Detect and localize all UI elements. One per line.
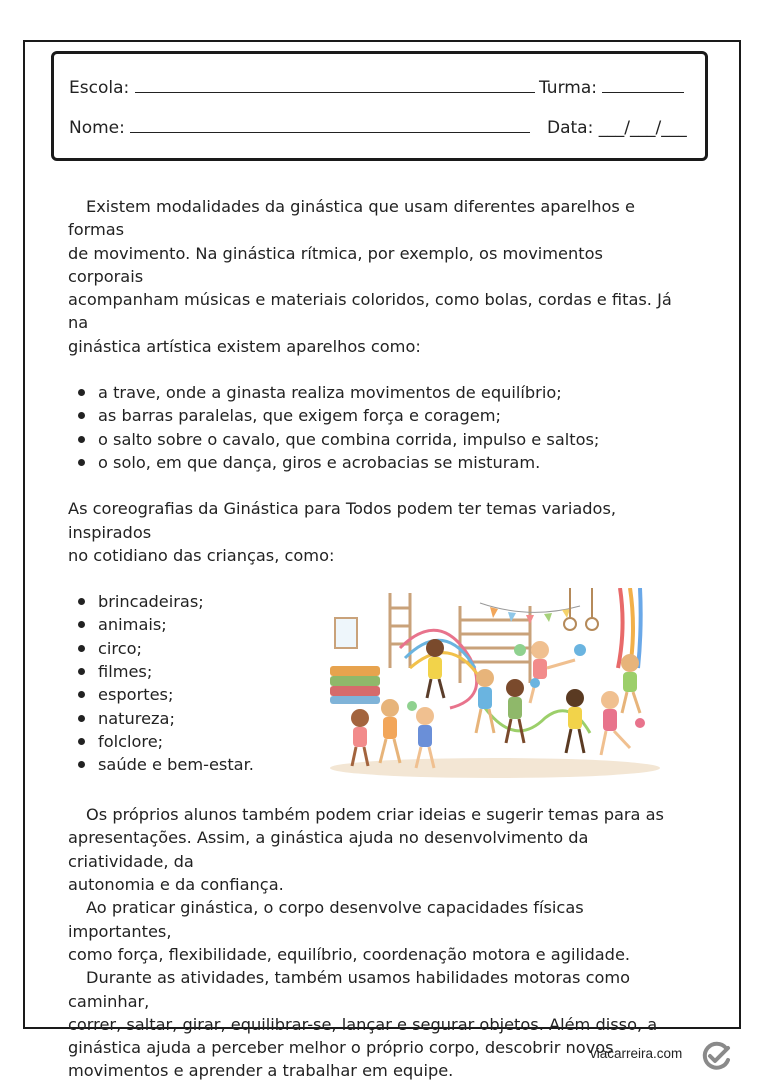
list-item: saúde e bem-estar. (68, 753, 673, 776)
child-figure (426, 639, 444, 698)
closing-line: movimentos e aprender a trabalhar em equipe. (68, 1061, 454, 1081)
list-item: brincadeiras; (68, 590, 673, 613)
themes-section (68, 590, 673, 780)
intro-line: Existem modalidades da ginástica que usam diferentes aparelhos e formas (68, 197, 635, 240)
name-field[interactable] (130, 118, 530, 133)
list-item: filmes; (68, 660, 673, 683)
intro-line: acompanham músicas e materiais coloridos, como bolas, cordas e fitas. Já na (68, 290, 672, 333)
class-field[interactable] (602, 78, 684, 93)
child-figure (476, 669, 494, 733)
closing-line: como força, flexibilidade, equilíbrio, coordenação motora e agilidade. (68, 944, 631, 964)
themes-line: As coreografias da Ginástica para Todos podem ter temas variados, inspirados (68, 499, 617, 542)
child-figure (351, 709, 369, 766)
children-figures (351, 639, 640, 768)
intro-line: ginástica artística existem aparelhos como: (68, 336, 421, 356)
closing-line: Ao praticar ginástica, o corpo desenvolve capacidades físicas importantes, (68, 898, 584, 941)
class-row (539, 78, 684, 98)
closing-paragraph-3 (68, 966, 673, 1082)
student-info-box (51, 51, 708, 161)
child-figure (566, 689, 584, 753)
closing-line: Durante as atividades, também usamos habilidades motoras como caminhar, (68, 968, 631, 1011)
stacked-mats (330, 666, 380, 704)
list-item: animais; (68, 613, 673, 636)
child-figure (621, 654, 640, 713)
list-item: o solo, em que dança, giros e acrobacias se misturam. (68, 451, 673, 474)
window (335, 618, 357, 648)
closing-paragraph-1 (68, 803, 673, 896)
checkmark-logo-icon (700, 1040, 732, 1072)
child-figure (380, 699, 400, 763)
list-item: folclore; (68, 730, 673, 753)
apparatus-list (68, 381, 673, 474)
worksheet-text (68, 195, 673, 1083)
themes-line: no cotidiano das crianças, como: (68, 545, 335, 565)
name-label: Nome: (69, 118, 125, 138)
closing-line: ginástica ajuda a perceber melhor o próprio corpo, descobrir novos (68, 1038, 614, 1058)
closing-line: Os próprios alunos também podem criar ideias e sugerir temas para as (86, 805, 664, 825)
list-item: circo; (68, 637, 673, 660)
closing-line: correr, saltar, girar, equilibrar-se, lançar e segurar objetos. Além disso, a (68, 1014, 658, 1034)
list-item: natureza; (68, 707, 673, 730)
class-label: Turma: (539, 78, 597, 98)
child-figure (506, 679, 524, 743)
closing-line: autonomia e da confiança. (68, 875, 284, 895)
closing-paragraph-2 (68, 896, 673, 966)
children-gymnastics-illustration (330, 588, 660, 778)
list-item: o salto sobre o cavalo, que combina corrida, impulso e saltos; (68, 428, 673, 451)
footer-site-link[interactable]: viacarreira.com (590, 1046, 683, 1061)
list-item: esportes; (68, 683, 673, 706)
list-item: as barras paralelas, que exigem força e coragem; (68, 404, 673, 427)
child-figure (416, 707, 434, 768)
themes-paragraph (68, 497, 673, 567)
closing-line: apresentações. Assim, a ginástica ajuda no desenvolvimento da criatividade, da (68, 828, 589, 871)
name-row (69, 118, 530, 138)
gymnastic-rings (564, 588, 598, 630)
intro-line: de movimento. Na ginástica rítmica, por exemplo, os movimentos corporais (68, 243, 603, 286)
school-row (69, 78, 535, 98)
school-label: Escola: (69, 78, 130, 98)
date-row (547, 118, 687, 138)
school-field[interactable] (135, 78, 535, 93)
list-item: a trave, onde a ginasta realiza movimentos de equilíbrio; (68, 381, 673, 404)
date-label: Data: (547, 118, 594, 138)
date-field[interactable]: ___/___/___ (598, 118, 687, 138)
intro-paragraph (68, 195, 673, 358)
